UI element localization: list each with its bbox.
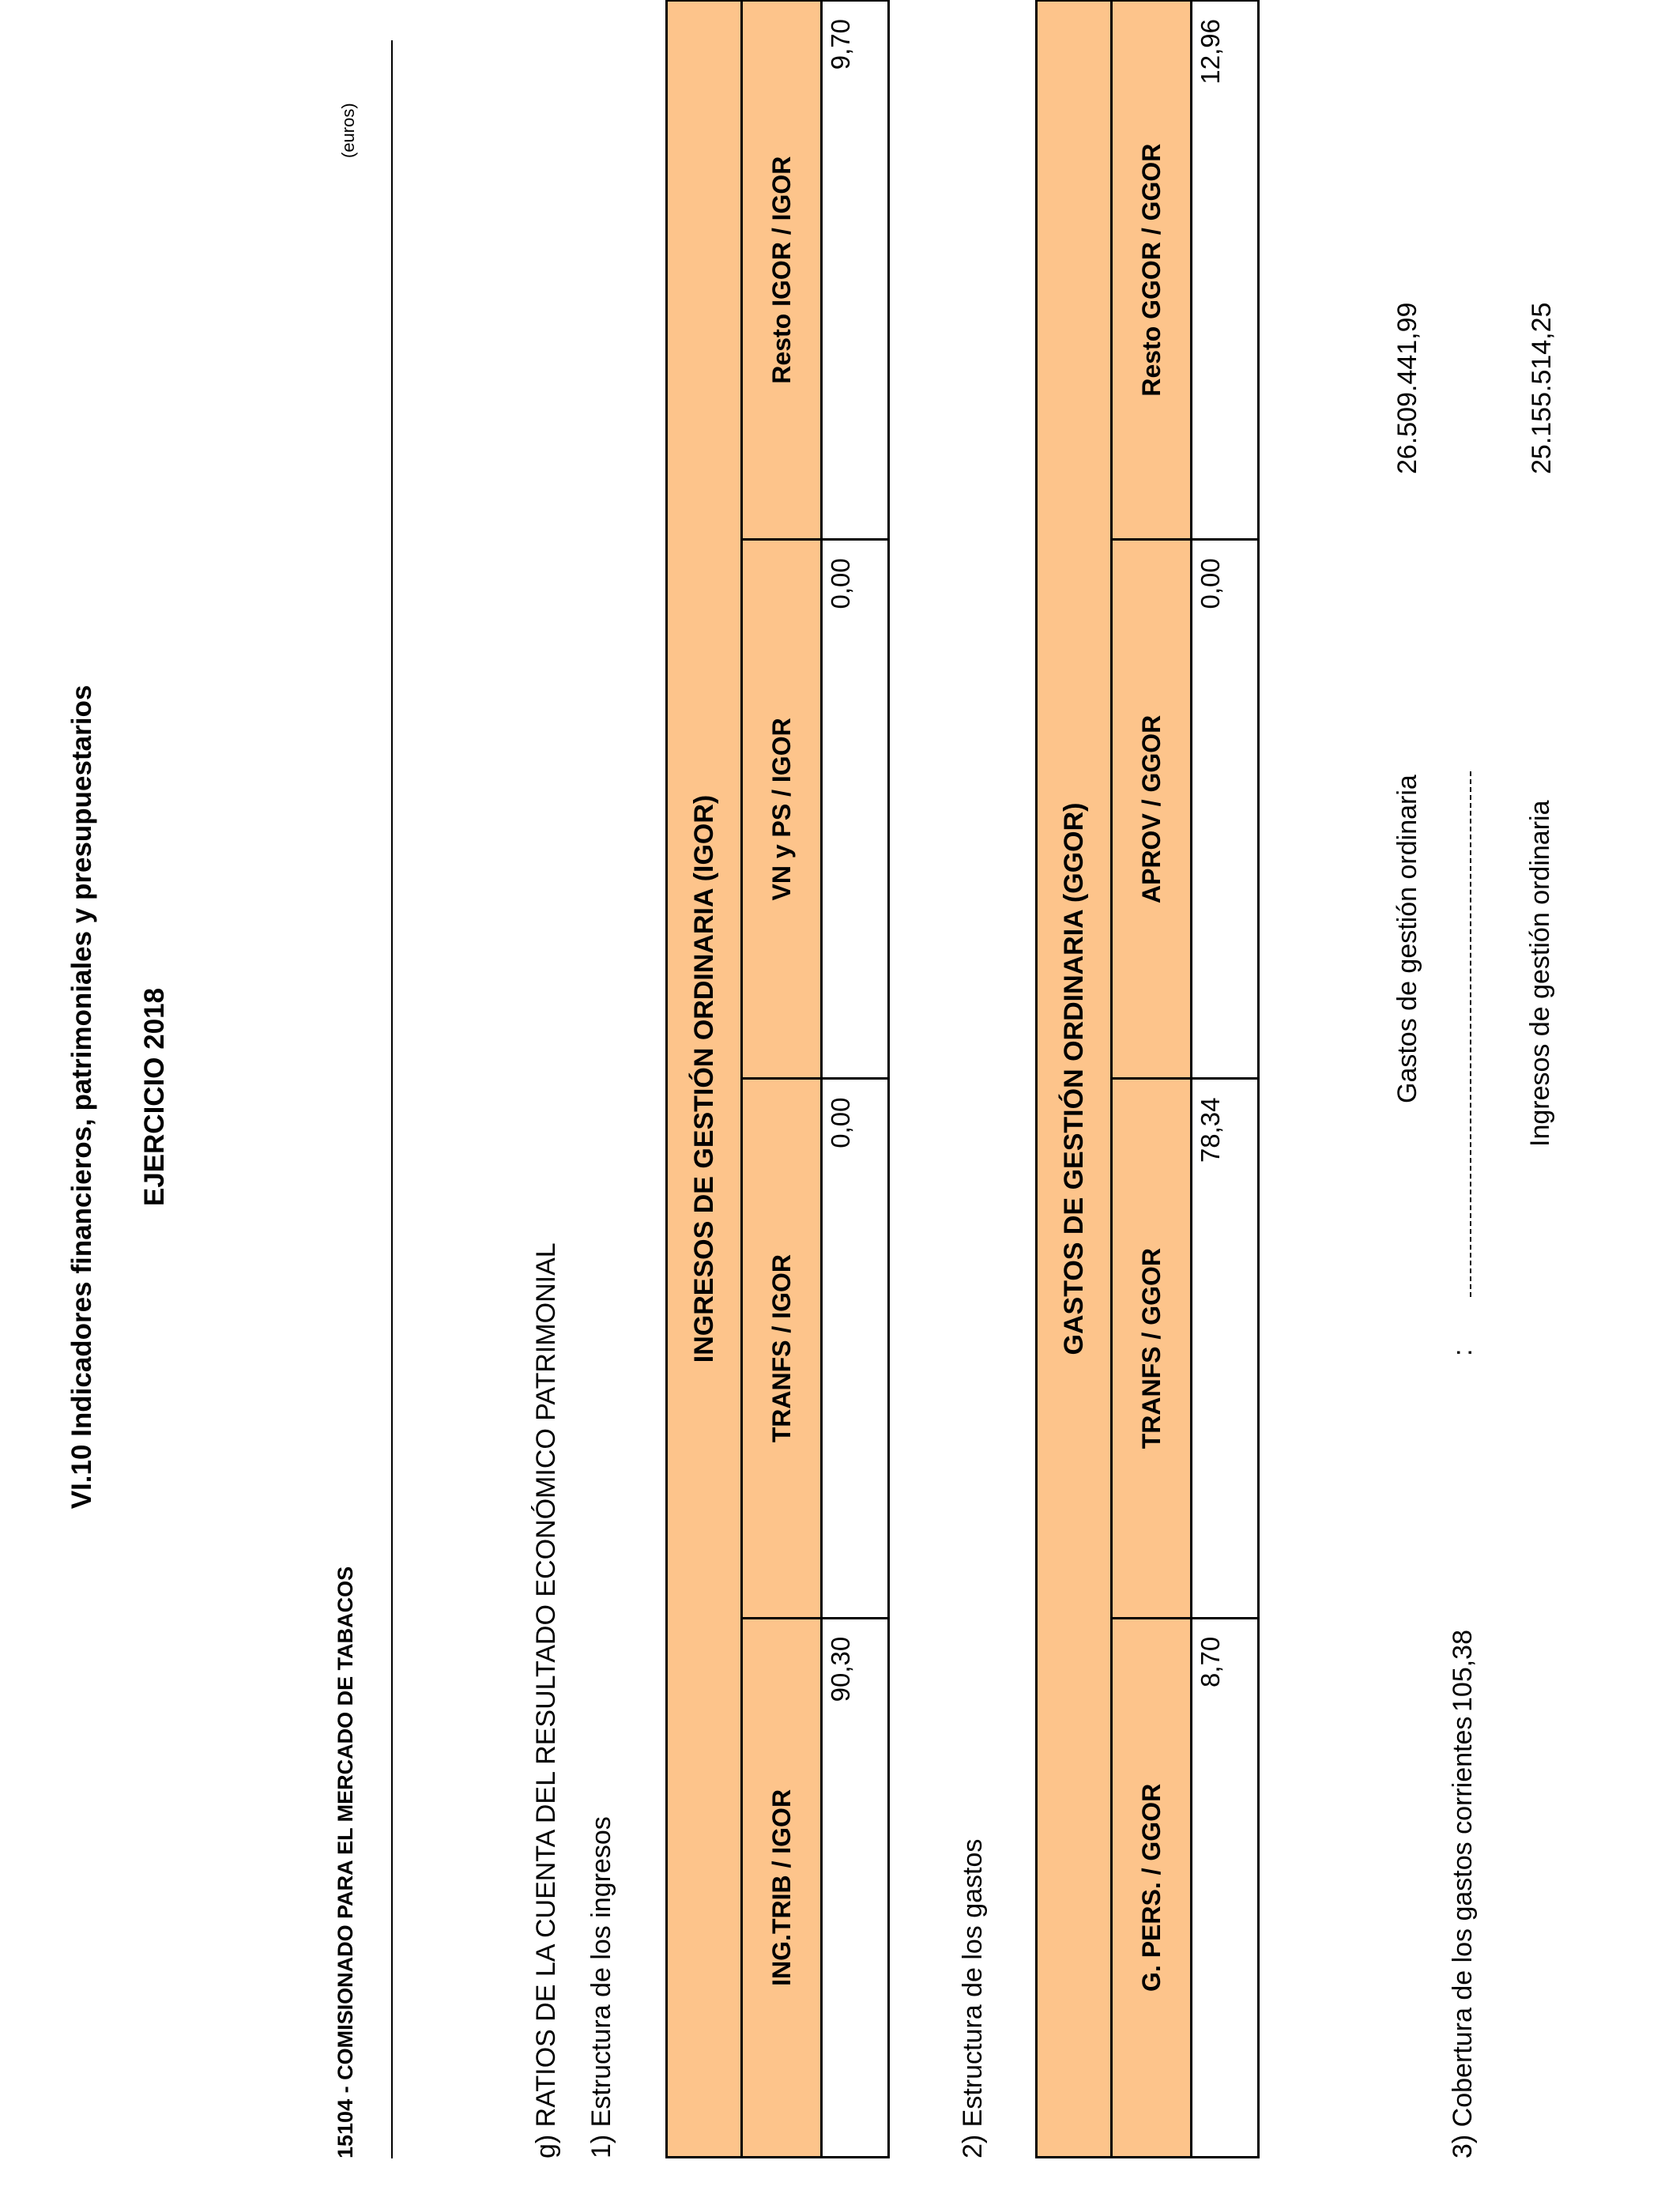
column-header: G. PERS. / GGOR [1112, 1618, 1192, 2157]
expense-structure-table [1035, 0, 1260, 2158]
income-group-header: INGRESOS DE GESTIÓN ORDINARIA (IGOR) [667, 1, 742, 2158]
income-structure-label: 1) Estructura de los ingresos [586, 1816, 616, 2158]
header-divider [391, 40, 393, 2158]
numerator-label: Gastos de gestión ordinaria [1392, 775, 1422, 1103]
table-cell: 0,00 [822, 1079, 889, 1618]
column-header: APROV / GGOR [1112, 540, 1192, 1079]
table-cell: 8,70 [1192, 1618, 1259, 2157]
entity-name: 15104 - COMISIONADO PARA EL MERCADO DE TABACOS [333, 1566, 357, 2158]
ratio-separator: : [1448, 1348, 1478, 1356]
table-cell: 90,30 [822, 1618, 889, 2157]
column-header: Resto IGOR / IGOR [742, 1, 822, 540]
coverage-ratio: 105,38 [1448, 1630, 1478, 1712]
table-cell: 78,34 [1192, 1079, 1259, 1618]
section-title: g) RATIOS DE LA CUENTA DEL RESULTADO ECONÓMICO PATRIMONIAL [531, 1242, 561, 2158]
column-header: ING.TRIB / IGOR [742, 1618, 822, 2157]
denominator-value: 25.155.514,25 [1527, 302, 1557, 474]
column-header: TRANFS / GGOR [1112, 1079, 1192, 1618]
expense-structure-label: 2) Estructura de los gastos [958, 1838, 988, 2158]
currency-unit: (euros) [338, 103, 358, 158]
column-header: VN y PS / IGOR [742, 540, 822, 1079]
fraction-line [1470, 771, 1471, 1297]
table-cell: 0,00 [1192, 540, 1259, 1079]
numerator-value: 26.509.441,99 [1392, 302, 1422, 474]
coverage-label: 3) Cobertura de los gastos corrientes [1448, 1716, 1478, 2158]
column-header: Resto GGOR / GGOR [1112, 1, 1192, 540]
table-cell: 0,00 [822, 540, 889, 1079]
fiscal-year: EJERCICIO 2018 [139, 987, 170, 1207]
column-header: TRANFS / IGOR [742, 1079, 822, 1618]
table-cell: 12,96 [1192, 1, 1259, 540]
income-structure-table [665, 0, 890, 2158]
report-title: VI.10 Indicadores financieros, patrimoniales y presupuestarios [66, 684, 97, 1510]
expense-group-header: GASTOS DE GESTIÓN ORDINARIA (GGOR) [1037, 1, 1112, 2158]
table-cell: 9,70 [822, 1, 889, 540]
denominator-label: Ingresos de gestión ordinaria [1525, 800, 1555, 1147]
